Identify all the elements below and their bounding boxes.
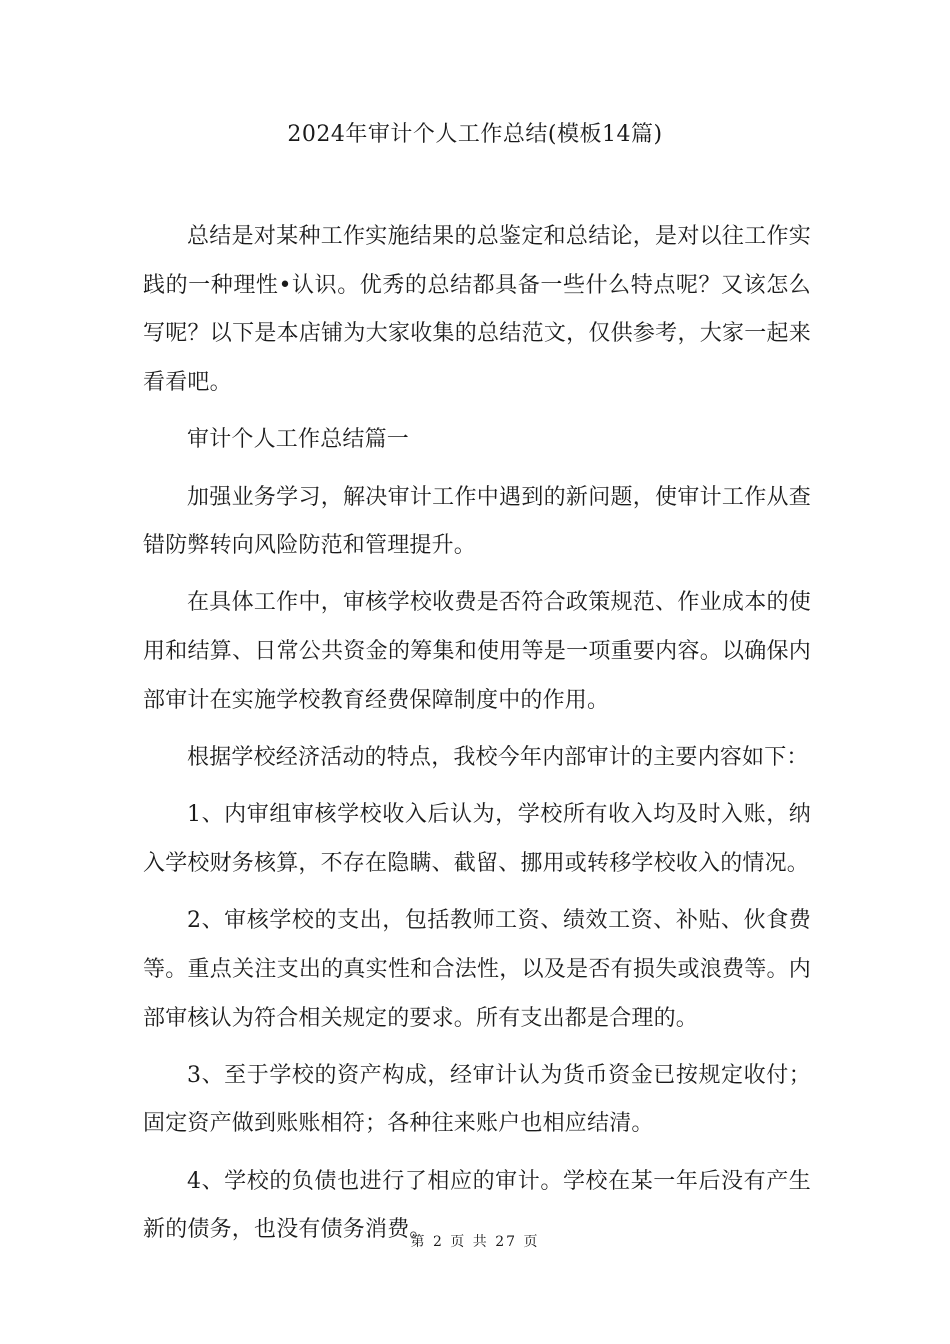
section-heading: 审计个人工作总结篇一 — [187, 427, 410, 453]
list-item: 2、审核学校的支出，包括教师工资、绩效工资、补贴、伙食费等。重点关注支出的真实性和合法性，以及是否有损失或浪费等。内部审核认为符合相关规定的要求。所有支出都是合理的。 — [143, 908, 811, 1031]
paragraph-intro: 总结是对某种工作实施结果的总鉴定和总结论，是对以往工作实践的一种理性•认识。优秀的总结都具备一些什么特点呢？又该怎么写呢？以下是本店铺为大家收集的总结范文，仅供参考，大家一起来看看吧。 — [143, 224, 811, 396]
paragraph: 根据学校经济活动的特点，我校今年内部审计的主要内容如下： — [187, 745, 809, 771]
paragraph: 加强业务学习，解决审计工作中遇到的新问题，使审计工作从查错防弊转向风险防范和管理提升。 — [143, 484, 811, 559]
list-item: 4、学校的负债也进行了相应的审计。学校在某一年后没有产生新的债务，也没有债务消费。 — [143, 1168, 811, 1243]
page-footer: 第 2 页 共 27 页 — [410, 1234, 540, 1250]
paragraph: 在具体工作中，审核学校收费是否符合政策规范、作业成本的使用和结算、日常公共资金的筹集和使用等是一项重要内容。以确保内部审计在实施学校教育经费保障制度中的作用。 — [143, 590, 811, 713]
list-item: 3、至于学校的资产构成，经审计认为货币资金已按规定收付；固定资产做到账账相符；各种往来账户也相应结清。 — [143, 1062, 811, 1137]
document-body — [143, 213, 811, 1264]
document-title: 2024年审计个人工作总结(模板14篇) — [287, 122, 663, 147]
list-item: 1、内审组审核学校收入后认为，学校所有收入均及时入账，纳入学校财务核算，不存在隐瞒、截留、挪用或转移学校收入的情况。 — [143, 802, 811, 876]
